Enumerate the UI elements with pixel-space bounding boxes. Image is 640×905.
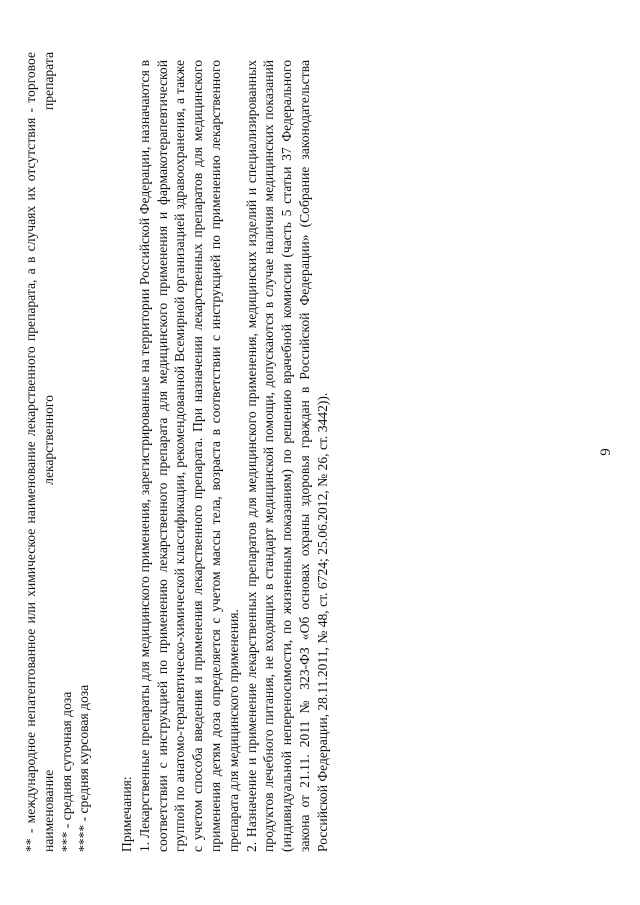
footnote-mark: *** [58, 831, 74, 852]
footnote-text: - международное непатентованное или химическое наименование лекарственного препарата, а в случаях их отсутствия - торговое наименование лекарственного препарата [23, 52, 56, 852]
footnote-item [22, 52, 58, 852]
footnote-mark: **** [76, 824, 92, 852]
footnote-mark: ** [23, 838, 38, 852]
footnote-text: - средняя курсовая доза [76, 684, 92, 825]
note-paragraph: 2. Назначение и применение лекарственных препаратов для медицинского применения, медицинских изделий и специализированных продуктов лечебного питания, не входящих в стандарт медицинской помощи, допускаются в случае наличия медицинских показаний (индивидуальной непереносимости, по жизненным показаниям) по решению врачебной комиссии (часть 5 статьи 37 Федерального закона от 21.11. 2011 № 323-ФЗ «Об основах охраны здоровья граждан в Российской Федерации» (Собрание законодательства Российской Федерации, 28.11.2011, № 48, ст. 6724; 25.06.2012, № 26, ст. 3442)). [243, 60, 330, 852]
rotated-page-content [20, 52, 620, 852]
notes-title: Примечания: [119, 776, 134, 852]
footnote-item [75, 52, 93, 852]
page-number: 9 [598, 448, 614, 456]
notes-section [118, 60, 332, 852]
footnote-item [58, 52, 76, 852]
footnote-text: - средняя суточная доза [58, 691, 74, 832]
footnotes [22, 52, 93, 852]
note-paragraph: 1. Лекарственные препараты для медицинского применения, зарегистрированные на территории Российской Федерации, назначаются в соответствии с инструкцией по применению лекарственного препарата для медицинского применения и фармакотерапевтической группой по анатомо-терапевтическо-химической классификации, рекомендованной Всемирной организацией здравоохранения, а также с учетом способа введения и применения лекарственного препарата. При назначении лекарственных препаратов для медицинского применения детям доза определяется с учетом массы тела, возраста в соответствии с инструкцией по применению лекарственного препарата для медицинского применения. [136, 60, 241, 852]
